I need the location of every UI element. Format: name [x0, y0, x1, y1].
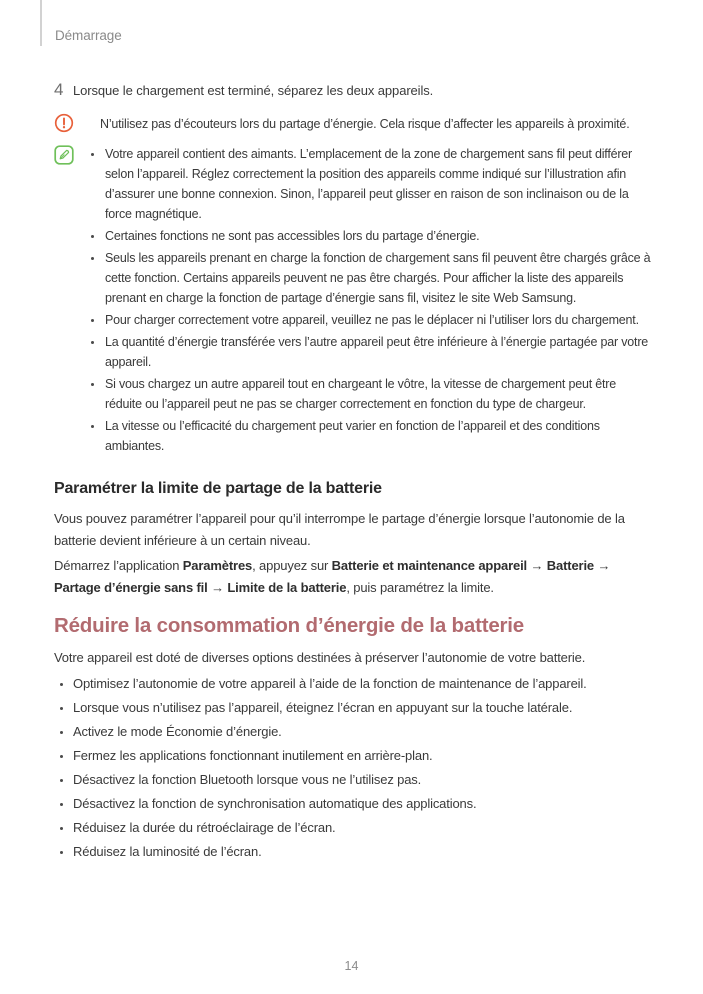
power-saving-tips-list [54, 673, 651, 863]
text-run: , puis paramétrez la limite. [346, 580, 494, 595]
step-text: Lorsque le chargement est terminé, séparez les deux appareils. [73, 83, 434, 98]
note-item: La quantité d’énergie transférée vers l’autre appareil peut être inférieure à l’énergie partagée par votre appareil. [88, 332, 651, 372]
text-run: , appuyez sur [252, 558, 332, 573]
menu-path-label: Partage d’énergie sans fil [54, 580, 208, 595]
note-item: Certaines fonctions ne sont pas accessibles lors du partage d’énergie. [88, 226, 651, 246]
step-number: 4 [54, 80, 64, 99]
note-callout [54, 144, 651, 458]
text-run: Démarrez l’application [54, 558, 183, 573]
battery-limit-heading: Paramétrer la limite de partage de la batterie [54, 480, 382, 497]
note-list [88, 144, 651, 458]
note-item: Seuls les appareils prenant en charge la fonction de chargement sans fil peuvent être chargés grâce à cette fonction. Certains appareils peuvent ne pas être chargés. Pour afficher la liste des appareils prenant en charge la fonction de partage d’énergie sans fil, visitez le site Web Samsung. [88, 248, 651, 308]
tip-item: Fermez les applications fonctionnant inutilement en arrière-plan. [54, 745, 651, 767]
note-item: Votre appareil contient des aimants. L’emplacement de la zone de chargement sans fil peut différer selon l’appareil. Réglez correctement la position des appareils comme indiqué sur l’illustration afin d’assurer une bonne connexion. Sinon, l’appareil peut glisser en raison de son inclinaison ou de la force magnétique. [88, 144, 651, 224]
battery-limit-instructions [54, 555, 651, 599]
step-item [54, 82, 651, 100]
chapter-title: Démarrage [55, 28, 122, 43]
tip-item: Désactivez la fonction Bluetooth lorsque vous ne l’utilisez pas. [54, 769, 651, 791]
page-content [54, 0, 651, 863]
note-pencil-square-icon [54, 145, 74, 165]
tip-item: Optimisez l’autonomie de votre appareil à l’aide de la fonction de maintenance de l’appareil. [54, 673, 651, 695]
warning-exclamation-circle-icon [54, 113, 74, 133]
note-item: Si vous chargez un autre appareil tout en chargeant le vôtre, la vitesse de chargement peut être réduite ou l’appareil peut ne pas se charger correctement en fonction du type de chargeur. [88, 374, 651, 414]
menu-path-label: Limite de la batterie [227, 580, 347, 595]
arrow-separator: → [594, 558, 611, 573]
battery-limit-paragraph: Vous pouvez paramétrer l’appareil pour qu’il interrompe le partage d’énergie lorsque l’autonomie de la batterie devient inférieure à un certain niveau. [54, 511, 625, 548]
warning-text: N’utilisez pas d’écouteurs lors du partage d’énergie. Cela risque d’affecter les appareils à proximité. [100, 117, 630, 131]
power-saving-intro: Votre appareil est doté de diverses options destinées à préserver l’autonomie de votre batterie. [54, 650, 586, 665]
menu-path-label: Batterie et maintenance appareil [331, 558, 528, 573]
note-item: La vitesse ou l’efficacité du chargement peut varier en fonction de l’appareil et des conditions ambiantes. [88, 416, 651, 456]
warning-callout [54, 113, 651, 134]
arrow-separator: → [527, 558, 547, 573]
tip-item: Activez le mode Économie d’énergie. [54, 721, 651, 743]
menu-path-label: Batterie [546, 558, 595, 573]
page-number: 14 [344, 959, 359, 973]
power-saving-heading: Réduire la consommation d’énergie de la batterie [54, 614, 524, 637]
note-item: Pour charger correctement votre appareil, veuillez ne pas le déplacer ni l’utiliser lors du chargement. [88, 310, 651, 330]
tip-item: Réduisez la luminosité de l’écran. [54, 841, 651, 863]
tip-item: Désactivez la fonction de synchronisation automatique des applications. [54, 793, 651, 815]
tip-item: Lorsque vous n’utilisez pas l’appareil, éteignez l’écran en appuyant sur la touche latérale. [54, 697, 651, 719]
arrow-separator: → [207, 580, 228, 595]
tip-item: Réduisez la durée du rétroéclairage de l’écran. [54, 817, 651, 839]
settings-app-label: Paramètres [182, 558, 253, 573]
